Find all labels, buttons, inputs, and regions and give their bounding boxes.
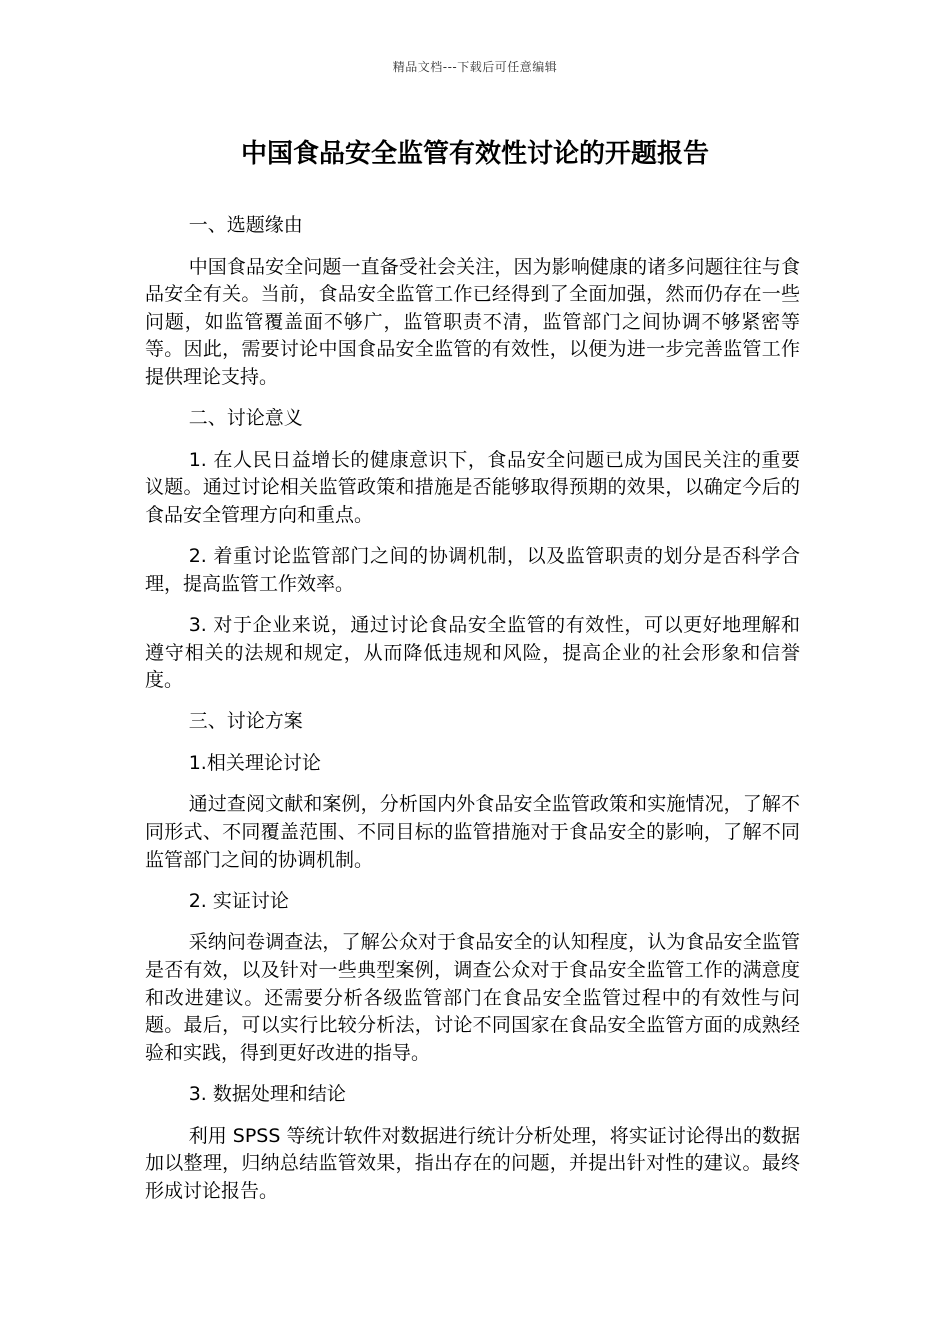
paragraph-significance-2: 2. 着重讨论监管部门之间的协调机制，以及监管职责的划分是否科学合理，提高监管工作效率。 (145, 545, 800, 595)
header-note: 精品文档---下载后可任意编辑 (392, 60, 558, 74)
paragraph-reason: 中国食品安全问题一直备受社会关注，因为影响健康的诸多问题往往与食品安全有关。当前，食品安全监管工作已经得到了全面加强，然而仍存在一些问题，如监管覆盖面不够广，监管职责不清，监管部门之间协调不够紧密等等。因此，需要讨论中国食品安全监管的有效性，以便为进一步完善监管工作提供理论支持。 (145, 255, 800, 388)
paragraph-theory: 通过查阅文献和案例，分析国内外食品安全监管政策和实施情况，了解不同形式、不同覆盖范围、不同目标的监管措施对于食品安全的影响，了解不同监管部门之间的协调机制。 (145, 793, 800, 871)
paragraph-empirical: 采纳问卷调查法，了解公众对于食品安全的认知程度，认为食品安全监管是否有效，以及针对一些典型案例，调查公众对于食品安全监管工作的满意度和改进建议。还需要分析各级监管部门在食品安全监管过程中的有效性与问题。最后，可以实行比较分析法，讨论不同国家在食品安全监管方面的成熟经验和实践，得到更好改进的指导。 (145, 931, 800, 1064)
section-heading-reason: 一、选题缘由 (188, 214, 303, 236)
subheading-empirical: 2. 实证讨论 (188, 889, 289, 912)
subheading-data-processing: 3. 数据处理和结论 (188, 1083, 346, 1105)
document-body (145, 212, 800, 1219)
subheading-theory: 1.相关理论讨论 (188, 751, 321, 774)
document-title: 中国食品安全监管有效性讨论的开题报告 (240, 139, 709, 169)
paragraph-data-processing: 利用 SPSS 等统计软件对数据进行统计分析处理，将实证讨论得出的数据加以整理，归纳总结监管效果，指出存在的问题，并提出针对性的建议。最终形成讨论报告。 (145, 1124, 800, 1202)
paragraph-significance-1: 1. 在人民日益增长的健康意识下，食品安全问题已成为国民关注的重要议题。通过讨论相关监管政策和措施是否能够取得预期的效果，以确定今后的食品安全管理方向和重点。 (145, 448, 800, 526)
section-heading-plan: 三、讨论方案 (188, 710, 303, 733)
paragraph-significance-3: 3. 对于企业来说，通过讨论食品安全监管的有效性，可以更好地理解和遵守相关的法规和规定，从而降低违规和风险，提高企业的社会形象和信誉度。 (145, 613, 800, 692)
section-heading-significance: 二、讨论意义 (188, 407, 303, 430)
